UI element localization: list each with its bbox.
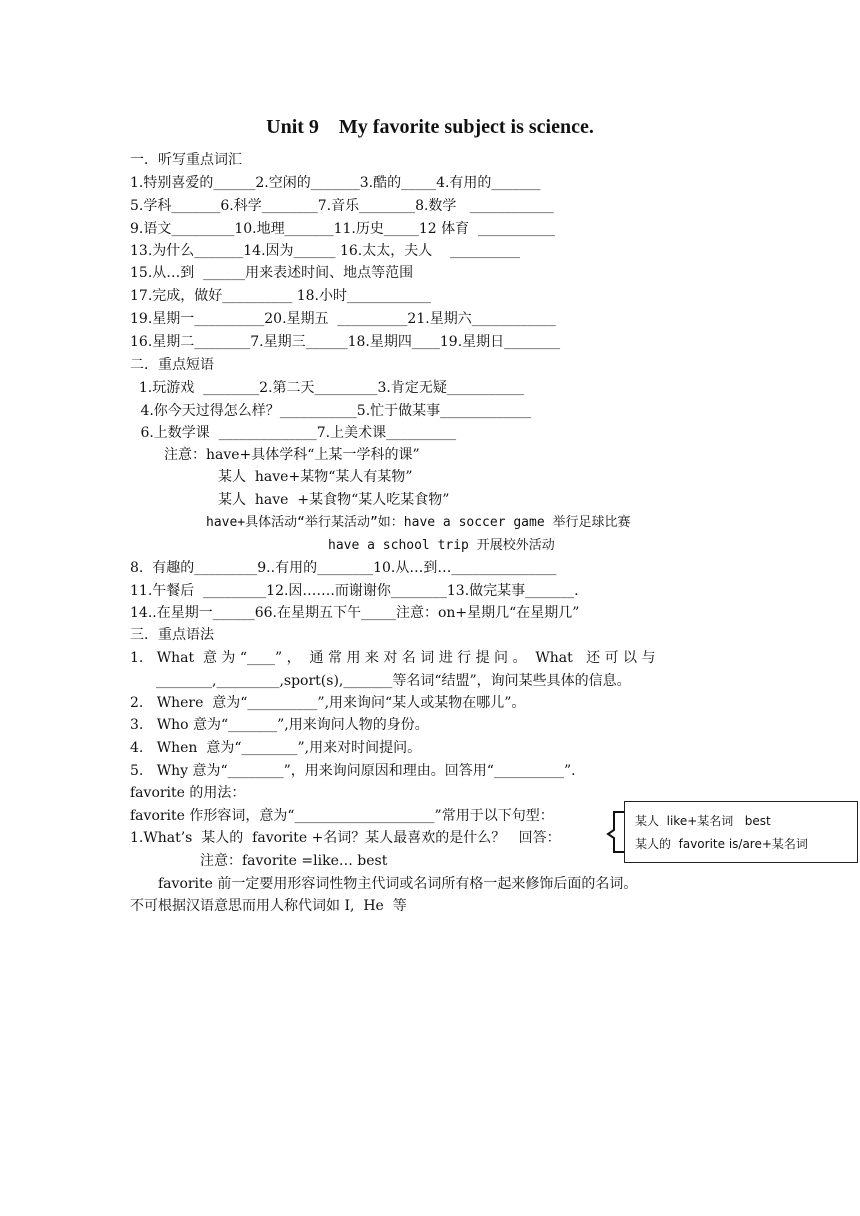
phrase-line: 11.午餐后 _________12.因…….而谢谢你________13.做完某事_______. xyxy=(130,583,579,599)
vocab-line: 16.星期二________7.星期三______18.星期四____19.星期日________ xyxy=(130,334,561,350)
note-line: have a school trip 开展校外活动 xyxy=(328,538,555,553)
note-line: 注意：have+具体学科“上某一学科的课” xyxy=(164,447,420,463)
grammar-line: 3. Who 意为“_______”,用来询问人物的身份。 xyxy=(130,717,429,733)
vocab-line: 5.学科_______6.科学________7.音乐________8.数学 ____________ xyxy=(130,198,554,214)
grammar-line: 4. When 意为“________”,用来对时间提问。 xyxy=(130,740,422,756)
vocab-line: 1.特别喜爱的______2.空闲的_______3.酷的_____4.有用的_______ xyxy=(130,175,541,191)
section-heading-vocabulary: 一．听写重点词汇 xyxy=(130,152,242,168)
phrase-line: 8. 有趣的_________9..有用的________10.从…到…_______________ xyxy=(130,560,557,576)
callout-line-1: 某人 like+某名词 best xyxy=(635,814,771,828)
answer-callout-box xyxy=(624,801,858,863)
favorite-heading: favorite 的用法： xyxy=(130,785,246,801)
vocab-line: 15.从…到 ______用来表述时间、地点等范围 xyxy=(130,265,414,281)
phrase-line: 1.玩游戏 ________2.第二天_________3.肯定无疑___________ xyxy=(130,380,524,396)
note-line: have+具体活动“举行某活动”如：have a soccer game 举行足球比赛 xyxy=(206,515,631,530)
vocab-line: 13.为什么_______14.因为______ 16.太太，夫人 __________ xyxy=(130,243,521,259)
phrase-line: 4.你今天过得怎么样？___________5.忙于做某事_____________ xyxy=(136,403,532,419)
favorite-line: favorite 前一定要用形容词性物主代词或名词所有格一起来修饰后面的名词。 xyxy=(158,876,638,892)
favorite-note: 注意：favorite =like… best xyxy=(200,853,388,869)
section-heading-phrases: 二．重点短语 xyxy=(130,357,214,373)
grammar-line: 2. Where 意为“__________”,用来询问“某人或某物在哪儿”。 xyxy=(130,695,526,711)
phrase-line: 6.上数学课 ______________7.上美术课__________ xyxy=(136,425,457,441)
vocab-line: 9.语文_________10.地理_______11.历史_____12 体育 ___________ xyxy=(130,221,556,237)
vocab-line: 17.完成，做好__________ 18.小时____________ xyxy=(130,288,431,304)
favorite-line: 1.What’s 某人的 favorite +名词？某人最喜欢的是什么？ 回答： xyxy=(130,830,561,846)
note-line: 某人 have +某食物“某人吃某食物” xyxy=(218,492,450,508)
grammar-line: ________,_________,sport(s),_______等名词“结盟”，询问某些具体的信息。 xyxy=(156,673,631,689)
grammar-line: 1. What 意 为 “____” ， 通 常 用 来 对 名 词 进 行 提 问 。 What 还 可 以 与 xyxy=(130,650,656,666)
note-line: 某人 have+某物“某人有某物” xyxy=(218,469,413,485)
vocab-line: 19.星期一__________20.星期五 __________21.星期六____________ xyxy=(130,311,556,327)
favorite-line: 不可根据汉语意思而用人称代词如 I, He 等 xyxy=(130,898,407,914)
page-title: Unit 9 My favorite subject is science. xyxy=(266,116,594,138)
callout-line-2: 某人的 favorite is/are+某名词 xyxy=(635,837,808,851)
section-heading-grammar: 三．重点语法 xyxy=(130,627,214,643)
phrase-line: 14..在星期一______66.在星期五下午_____注意：on+星期几“在星期几” xyxy=(130,605,580,621)
grammar-line: 5. Why 意为“________”，用来询问原因和理由。回答用“__________”. xyxy=(130,763,576,779)
favorite-line: favorite 作形容词，意为“____________________”常用于以下句型： xyxy=(130,808,554,824)
